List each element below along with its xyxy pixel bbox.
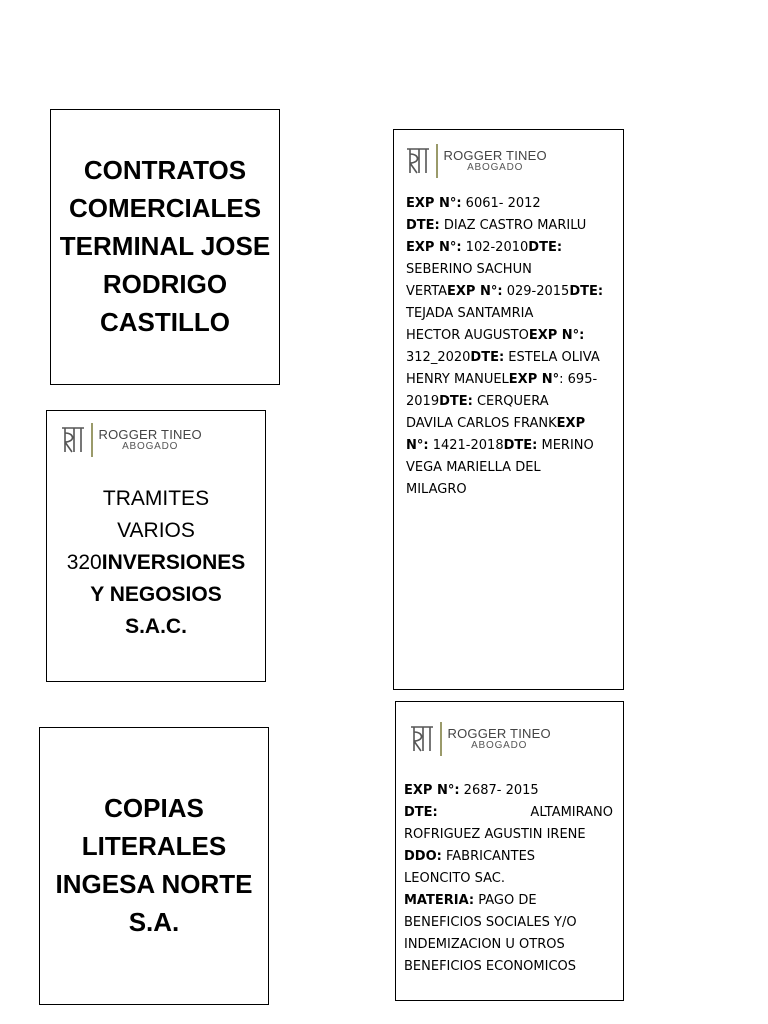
text-line: VEGA MARIELLA DEL (406, 460, 541, 475)
title-line: RODRIGO (102, 269, 228, 299)
text-line: TEJADA SANTAMRIA (406, 306, 534, 321)
text-line: DDO: FABRICANTES (404, 849, 536, 864)
text-line: DAVILA CARLOS FRANKEXP (406, 416, 586, 431)
text-line: BENEFICIOS ECONOMICOS (404, 959, 577, 974)
text-line: DTE: DIAZ CASTRO MARILU (406, 218, 587, 233)
text-line: INDEMIZACION U OTROS (404, 937, 565, 952)
label-box-expediente-2687 (395, 701, 624, 1001)
box-title (40, 789, 268, 941)
text-line: EXP N°: 6061- 2012 (406, 196, 541, 211)
rt-monogram-icon (406, 146, 430, 176)
title-line: CASTILLO (100, 307, 230, 337)
label-box-expedientes (393, 129, 624, 690)
logo-name: ROGGER TINEO (98, 427, 202, 442)
title-line: INGESA NORTE (55, 869, 253, 899)
title-line: CONTRATOS (83, 155, 247, 185)
text-line: ROFRIGUEZ AGUSTIN IRENE (404, 827, 586, 842)
rt-monogram-icon (410, 724, 434, 754)
text-line: S.A.C. (125, 615, 187, 638)
logo (410, 722, 551, 756)
text-line: EXP N°: 102-2010DTE: (406, 240, 563, 255)
text-line: HENRY MANUELEXP N°: 695- (406, 372, 598, 387)
text-line: N°: 1421-2018DTE: MERINO (406, 438, 594, 453)
expedientes-text (406, 193, 603, 501)
text-line: LEONCITO SAC. (404, 871, 505, 886)
text-line: EXP N°: 2687- 2015 (404, 783, 539, 798)
title-line: COMERCIALES (68, 193, 262, 223)
label-box-tramites (46, 410, 266, 682)
text-line: 312_2020DTE: ESTELA OLIVA (406, 350, 600, 365)
rt-monogram-icon (61, 425, 85, 455)
text-line: MATERIA: PAGO DE (404, 893, 537, 908)
logo-separator (436, 144, 438, 178)
text-line: TRAMITES (102, 487, 210, 510)
logo-separator (91, 423, 93, 457)
logo-subtitle: ABOGADO (467, 162, 524, 173)
logo-subtitle: ABOGADO (122, 441, 179, 452)
title-line: TERMINAL JOSE (59, 231, 271, 261)
expediente-text (404, 780, 613, 978)
title-line: COPIAS (104, 793, 204, 823)
text-line: MILAGRO (406, 482, 467, 497)
box-text (47, 483, 265, 643)
title-line: LITERALES (81, 831, 227, 861)
text-line: HECTOR AUGUSTOEXP N°: (406, 328, 585, 343)
text-line: 2019DTE: CERQUERA (406, 394, 549, 409)
text-line: DTE: ALTAMIRANO (404, 805, 613, 820)
title-line: S.A. (128, 907, 180, 937)
logo (406, 144, 547, 178)
box-title (51, 151, 279, 341)
text-line: 320INVERSIONES (66, 551, 246, 574)
label-box-contratos (50, 109, 280, 385)
text-line: VERTAEXP N°: 029-2015DTE: (406, 284, 604, 299)
text-line: Y NEGOSIOS (90, 583, 222, 606)
logo (61, 423, 202, 457)
logo-separator (440, 722, 442, 756)
text-line: VARIOS (117, 519, 195, 542)
text-line: BENEFICIOS SOCIALES Y/O (404, 915, 577, 930)
logo-subtitle: ABOGADO (471, 740, 528, 751)
text-line: SEBERINO SACHUN (406, 262, 532, 277)
logo-name: ROGGER TINEO (443, 148, 547, 163)
label-box-copias (39, 727, 269, 1005)
logo-name: ROGGER TINEO (447, 726, 551, 741)
